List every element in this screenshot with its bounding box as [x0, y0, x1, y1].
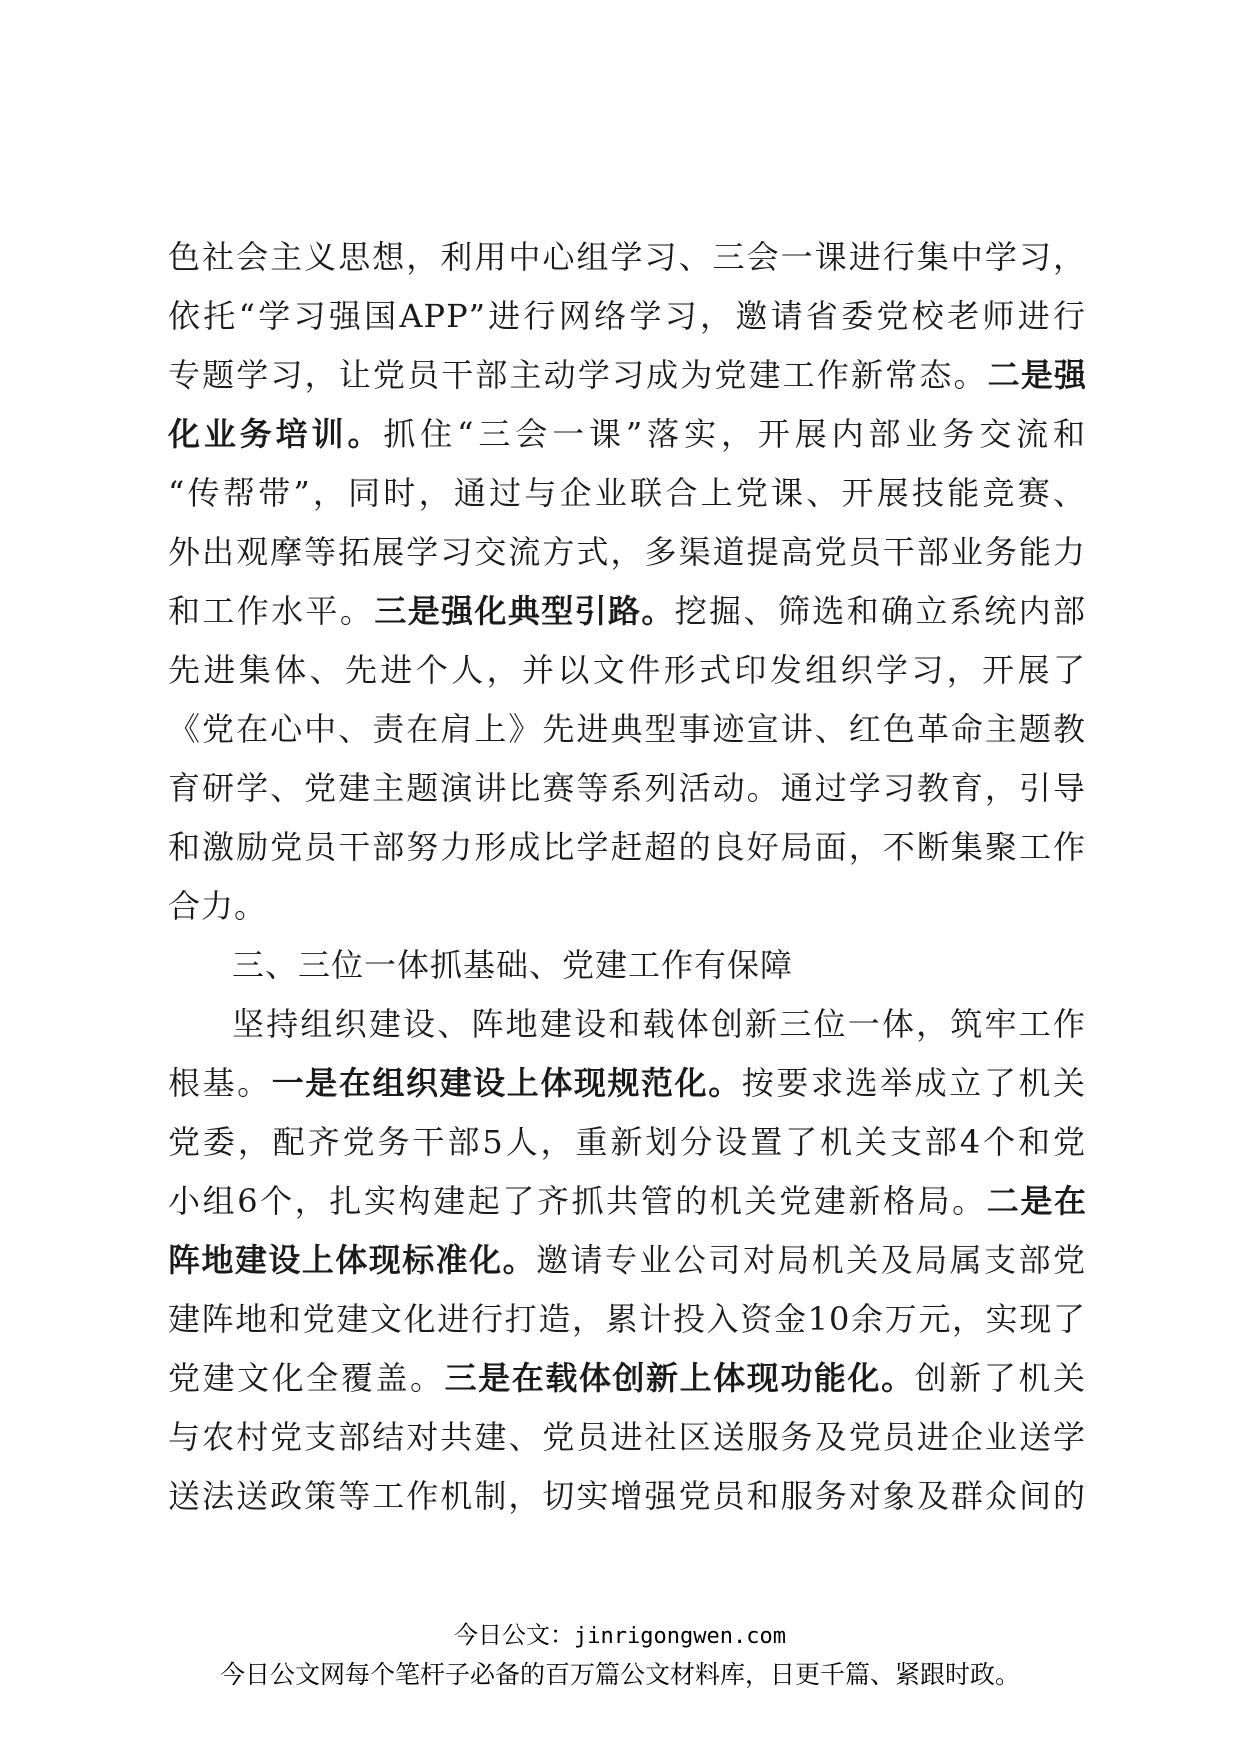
- text-line: 和工作水平。三是强化典型引路。挖掘、筛选和确立系统内部: [168, 592, 1086, 630]
- footer-site-line: [0, 1620, 1240, 1652]
- text-line: 坚持组织建设、阵地建设和载体创新三位一体，筑牢工作: [232, 1005, 1086, 1043]
- text-line: 与农村党支部结对共建、党员进社区送服务及党员进企业送学: [168, 1418, 1086, 1456]
- bold-lead: 一是在组织建设上体现规范化。: [271, 1064, 742, 1102]
- text-line: 阵地建设上体现标准化。邀请专业公司对局机关及局属支部党: [168, 1241, 1086, 1279]
- text-line: 和激励党员干部努力形成比学赶超的良好局面，不断集聚工作: [168, 828, 1086, 866]
- text-line: 根基。一是在组织建设上体现规范化。按要求选举成立了机关: [168, 1064, 1086, 1102]
- bold-lead: 阵地建设上体现标准化。: [168, 1241, 537, 1279]
- text-line: 建阵地和党建文化进行打造，累计投入资金10余万元，实现了: [168, 1300, 1086, 1338]
- bold-lead: 二是强: [987, 356, 1086, 394]
- text-line: 化业务培训。抓住“三会一课”落实，开展内部业务交流和: [168, 415, 1086, 453]
- text-line: 合力。: [168, 887, 268, 925]
- bold-lead: 三是强化典型引路。: [374, 592, 675, 630]
- text-line: “传帮带”，同时，通过与企业联合上党课、开展技能竞赛、: [168, 474, 1086, 512]
- text-line: 党委，配齐党务干部5人，重新划分设置了机关支部4个和党: [168, 1123, 1086, 1161]
- bold-lead: 三是在载体创新上体现功能化。: [444, 1359, 915, 1397]
- text-line: 送法送政策等工作机制，切实增强党员和服务对象及群众间的: [168, 1477, 1086, 1515]
- bold-lead: 二是在: [986, 1182, 1086, 1220]
- footer-site-label: 今日公文：: [454, 1621, 575, 1649]
- text-line: 先进集体、先进个人，并以文件形式印发组织学习，开展了: [168, 651, 1086, 689]
- text-line: 《党在心中、责在肩上》先进典型事迹宣讲、红色革命主题教: [168, 710, 1086, 748]
- bold-lead: 化业务培训。: [168, 415, 384, 453]
- footer-slogan: 今日公文网每个笔杆子必备的百万篇公文材料库，日更千篇、紧跟时政。: [219, 1660, 1020, 1689]
- footer-site-url[interactable]: jinrigongwen.com: [574, 1624, 786, 1649]
- document-body: [168, 228, 1086, 1526]
- text-line: 色社会主义思想，利用中心组学习、三会一课进行集中学习，: [168, 238, 1086, 276]
- text-line: 党建文化全覆盖。三是在载体创新上体现功能化。创新了机关: [168, 1359, 1086, 1397]
- text-line: 育研学、党建主题演讲比赛等系列活动。通过学习教育，引导: [168, 769, 1086, 807]
- section-heading: 三、三位一体抓基础、党建工作有保障: [232, 946, 794, 984]
- text-line: 外出观摩等拓展学习交流方式，多渠道提高党员干部业务能力: [168, 533, 1086, 571]
- text-line: 依托“学习强国APP”进行网络学习，邀请省委党校老师进行: [168, 297, 1086, 335]
- text-line: 小组6个，扎实构建起了齐抓共管的机关党建新格局。二是在: [168, 1182, 1086, 1220]
- text-line: 专题学习，让党员干部主动学习成为党建工作新常态。二是强: [168, 356, 1086, 394]
